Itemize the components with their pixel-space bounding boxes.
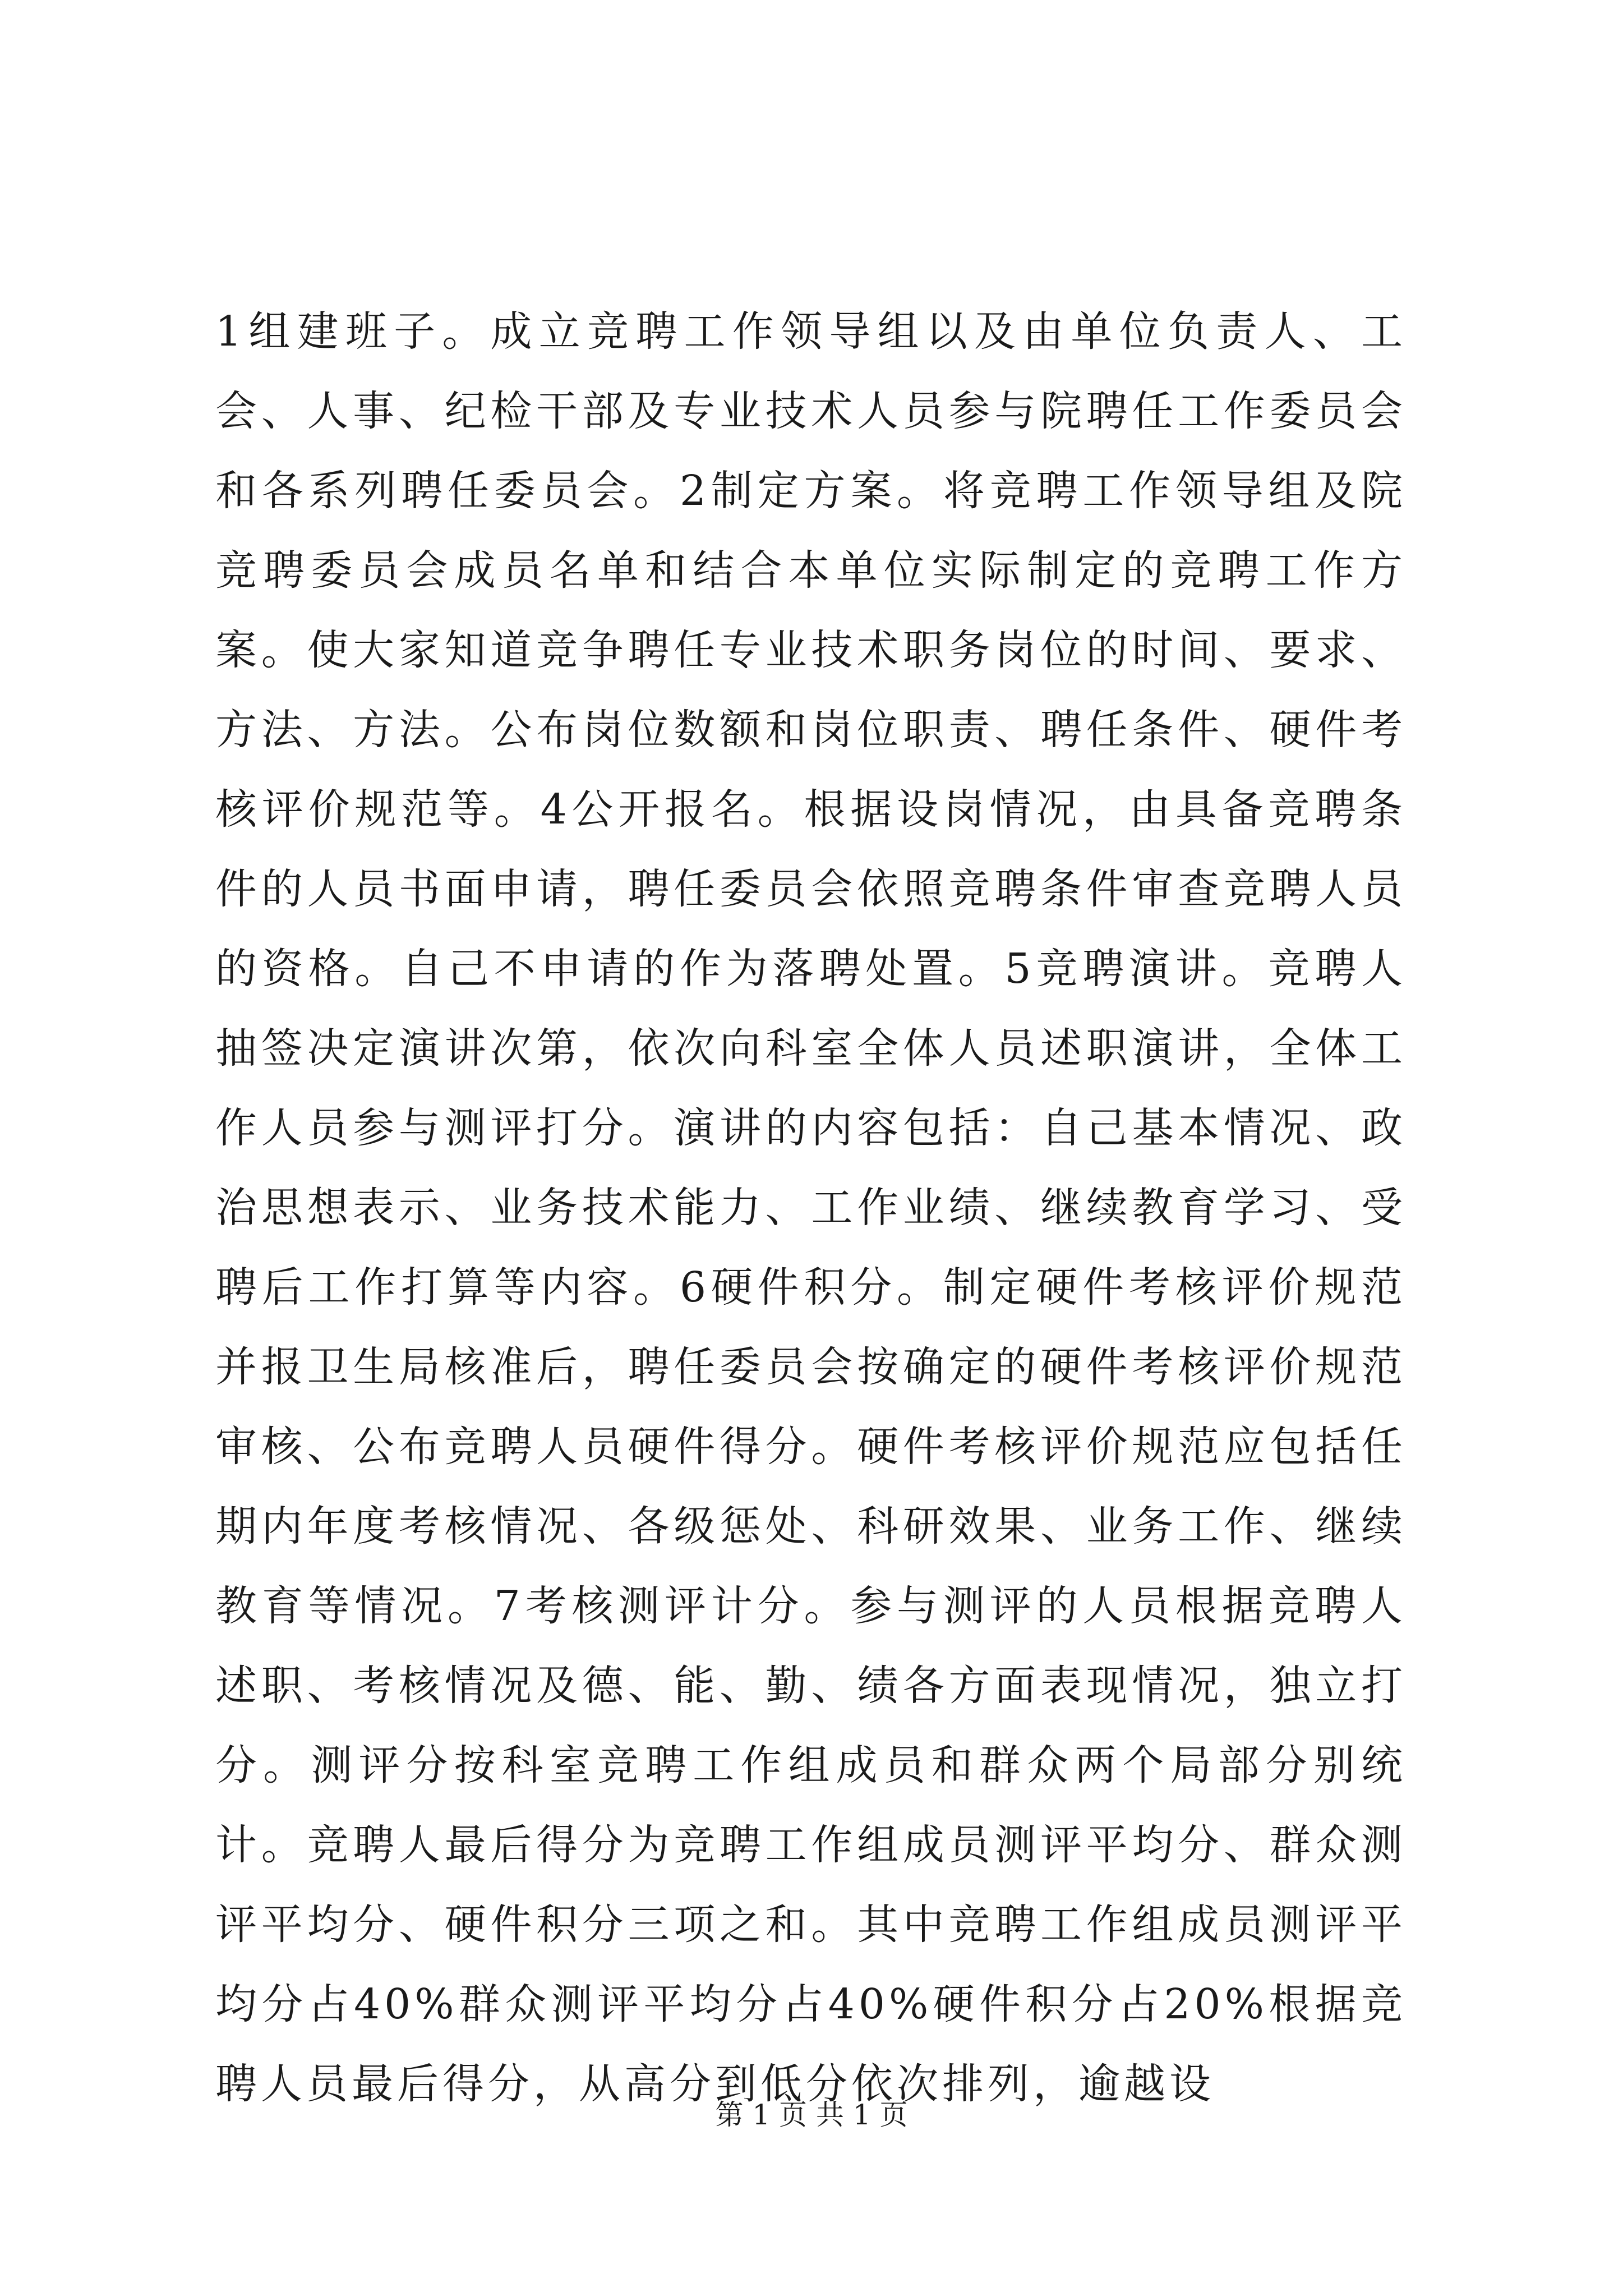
body-paragraph: 1组建班子。成立竞聘工作领导组以及由单位负责人、工会、人事、纪检干部及专业技术人员参与院聘任工作委员会和各系列聘任委员会。2制定方案。将竞聘工作领导组及院竞聘委员会成员名单和结合本单位实际制定的竞聘工作方案。使大家知道竞争聘任专业技术职务岗位的时间、要求、方法、方法。公布岗位数额和岗位职责、聘任条件、硬件考核评价规范等。4公开报名。根据设岗情况，由具备竞聘条件的人员书面申请，聘任委员会依照竞聘条件审查竞聘人员的资格。自己不申请的作为落聘处置。5竞聘演讲。竞聘人抽签决定演讲次第，依次向科室全体人员述职演讲，全体工作人员参与测评打分。演讲的内容包括：自己基本情况、政治思想表示、业务技术能力、工作业绩、继续教育学习、受聘后工作打算等内容。6硬件积分。制定硬件考核评价规范并报卫生局核准后，聘任委员会按确定的硬件考核评价规范审核、公布竞聘人员硬件得分。硬件考核评价规范应包括任期内年度考核情况、各级惩处、科研效果、业务工作、继续教育等情况。7考核测评计分。参与测评的人员根据竞聘人述职、考核情况及德、能、勤、绩各方面表现情况，独立打分。测评分按科室竞聘工作组成员和群众两个局部分别统计。竞聘人最后得分为竞聘工作组成员测评平均分、群众测评平均分、硬件积分三项之和。其中竞聘工作组成员测评平均分占40%群众测评平均分占40%硬件积分占20%根据竞聘人员最后得分，从高分到低分依次排列，逾越设 [215,307,1407,2108]
page-footer: 第 1 页 共 1 页 [715,2099,908,2131]
